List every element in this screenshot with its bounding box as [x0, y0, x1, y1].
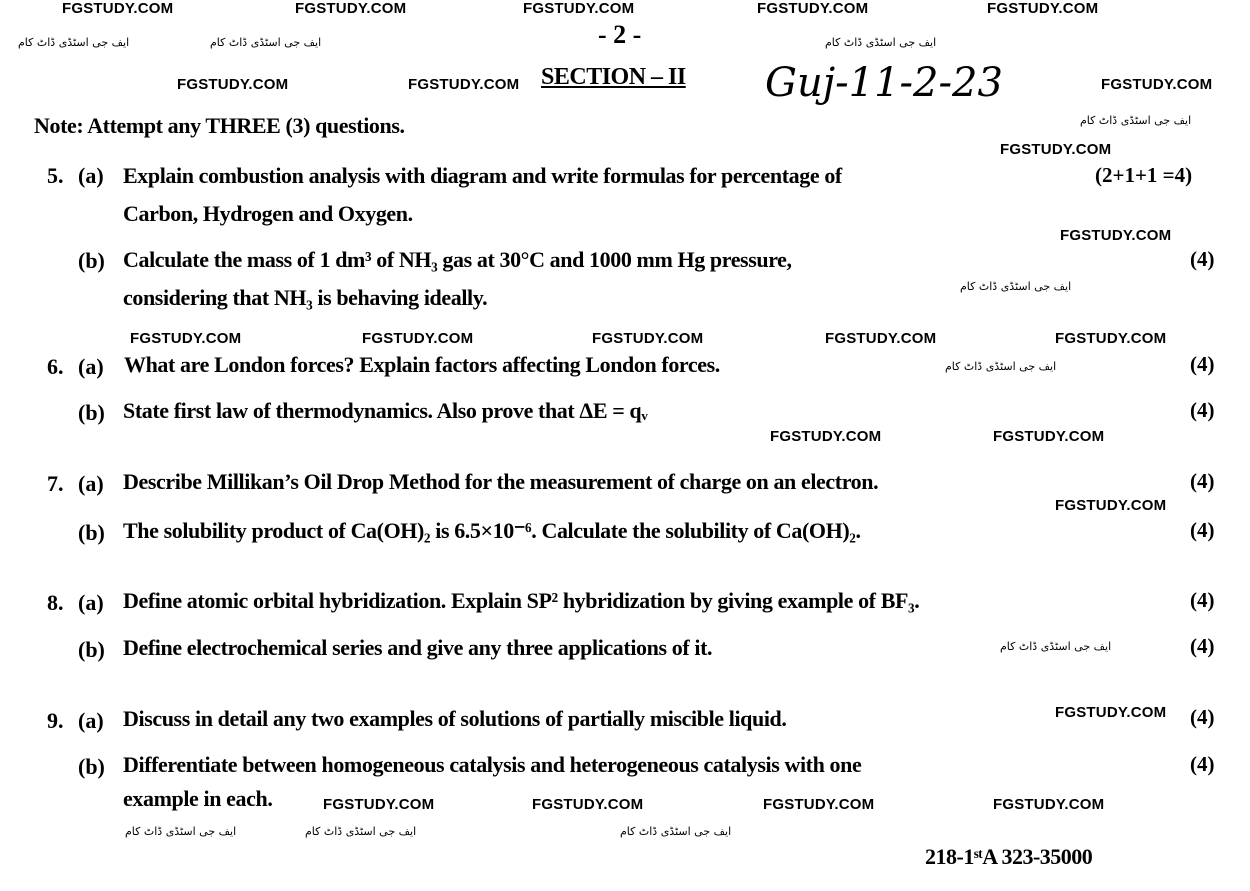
section-title: SECTION – II: [541, 64, 686, 90]
marks: (4): [1190, 247, 1215, 271]
watermark-urdu: ایف جی اسٹڈی ڈاٹ کام: [18, 36, 130, 49]
watermark: FGSTUDY.COM: [62, 0, 174, 17]
watermark-urdu: ایف جی اسٹڈی ڈاٹ کام: [945, 360, 1057, 373]
question-text: Define atomic orbital hybridization. Explain SP² hybridization by giving example of BF₃.: [123, 588, 920, 613]
watermark-urdu: ایف جی اسٹڈی ڈاٹ کام: [960, 280, 1072, 293]
question-text: example in each.: [123, 786, 273, 811]
watermark: FGSTUDY.COM: [592, 330, 704, 347]
watermark-urdu: ایف جی اسٹڈی ڈاٹ کام: [1080, 114, 1192, 127]
marks: (4): [1190, 518, 1215, 542]
watermark: FGSTUDY.COM: [295, 0, 407, 17]
watermark: FGSTUDY.COM: [1055, 497, 1167, 514]
watermark: FGSTUDY.COM: [130, 330, 242, 347]
watermark: FGSTUDY.COM: [177, 76, 289, 93]
part-label: (b): [78, 637, 105, 662]
watermark: FGSTUDY.COM: [523, 0, 635, 17]
watermark: FGSTUDY.COM: [770, 428, 882, 445]
part-label: (b): [78, 754, 105, 779]
question-text: The solubility product of Ca(OH)₂ is 6.5×10⁻⁶. Calculate the solubility of Ca(OH)₂.: [123, 518, 861, 543]
marks: (4): [1190, 705, 1215, 729]
question-text: State first law of thermodynamics. Also prove that ΔE = qᵥ: [123, 398, 648, 423]
question-number: 9.: [47, 708, 64, 733]
marks: (4): [1190, 352, 1215, 376]
watermark: FGSTUDY.COM: [825, 330, 937, 347]
question-text: Carbon, Hydrogen and Oxygen.: [123, 201, 413, 226]
watermark-urdu: ایف جی اسٹڈی ڈاٹ کام: [210, 36, 322, 49]
part-label: (b): [78, 400, 105, 425]
part-label: (a): [78, 590, 104, 615]
marks: (4): [1190, 588, 1215, 612]
page-number: - 2 -: [598, 20, 642, 49]
watermark: FGSTUDY.COM: [1060, 227, 1172, 244]
instructions-note: Note: Attempt any THREE (3) questions.: [34, 113, 405, 138]
handwritten-date: Guj-11-2-23: [765, 60, 1003, 106]
question-text: Differentiate between homogeneous catalysis and heterogeneous catalysis with one: [123, 752, 862, 777]
part-label: (a): [78, 163, 104, 188]
paper-code: 218-1ˢᵗA 323-35000: [925, 844, 1093, 869]
watermark-urdu: ایف جی اسٹڈی ڈاٹ کام: [825, 36, 937, 49]
watermark-urdu: ایف جی اسٹڈی ڈاٹ کام: [305, 825, 417, 838]
watermark: FGSTUDY.COM: [757, 0, 869, 17]
marks: (4): [1190, 752, 1215, 776]
question-text: Describe Millikan’s Oil Drop Method for the measurement of charge on an electron.: [123, 469, 879, 494]
watermark-urdu: ایف جی اسٹڈی ڈاٹ کام: [125, 825, 237, 838]
watermark: FGSTUDY.COM: [993, 428, 1105, 445]
watermark: FGSTUDY.COM: [763, 796, 875, 813]
question-text: Discuss in detail any two examples of solutions of partially miscible liquid.: [123, 706, 787, 731]
question-text: Explain combustion analysis with diagram and write formulas for percentage of: [123, 163, 842, 188]
watermark: FGSTUDY.COM: [408, 76, 520, 93]
watermark-urdu: ایف جی اسٹڈی ڈاٹ کام: [1000, 640, 1112, 653]
watermark: FGSTUDY.COM: [362, 330, 474, 347]
marks: (2+1+1 =4): [1095, 163, 1193, 187]
question-number: 6.: [47, 354, 64, 379]
part-label: (a): [78, 471, 104, 496]
part-label: (a): [78, 354, 104, 379]
watermark: FGSTUDY.COM: [1000, 141, 1112, 158]
watermark-urdu: ایف جی اسٹڈی ڈاٹ کام: [620, 825, 732, 838]
part-label: (b): [78, 248, 105, 273]
marks: (4): [1190, 634, 1215, 658]
marks: (4): [1190, 469, 1215, 493]
part-label: (a): [78, 708, 104, 733]
question-text: considering that NH₃ is behaving ideally.: [123, 285, 488, 310]
watermark: FGSTUDY.COM: [1055, 704, 1167, 721]
question-text: What are London forces? Explain factors affecting London forces.: [124, 352, 720, 377]
question-number: 5.: [47, 163, 64, 188]
question-number: 7.: [47, 471, 64, 496]
question-text: Calculate the mass of 1 dm³ of NH₃ gas at 30°C and 1000 mm Hg pressure,: [123, 247, 792, 272]
watermark: FGSTUDY.COM: [323, 796, 435, 813]
watermark: FGSTUDY.COM: [532, 796, 644, 813]
watermark: FGSTUDY.COM: [987, 0, 1099, 17]
part-label: (b): [78, 520, 105, 545]
marks: (4): [1190, 398, 1215, 422]
watermark: FGSTUDY.COM: [1101, 76, 1213, 93]
question-text: Define electrochemical series and give any three applications of it.: [123, 635, 713, 660]
watermark: FGSTUDY.COM: [1055, 330, 1167, 347]
watermark: FGSTUDY.COM: [993, 796, 1105, 813]
question-number: 8.: [47, 590, 64, 615]
